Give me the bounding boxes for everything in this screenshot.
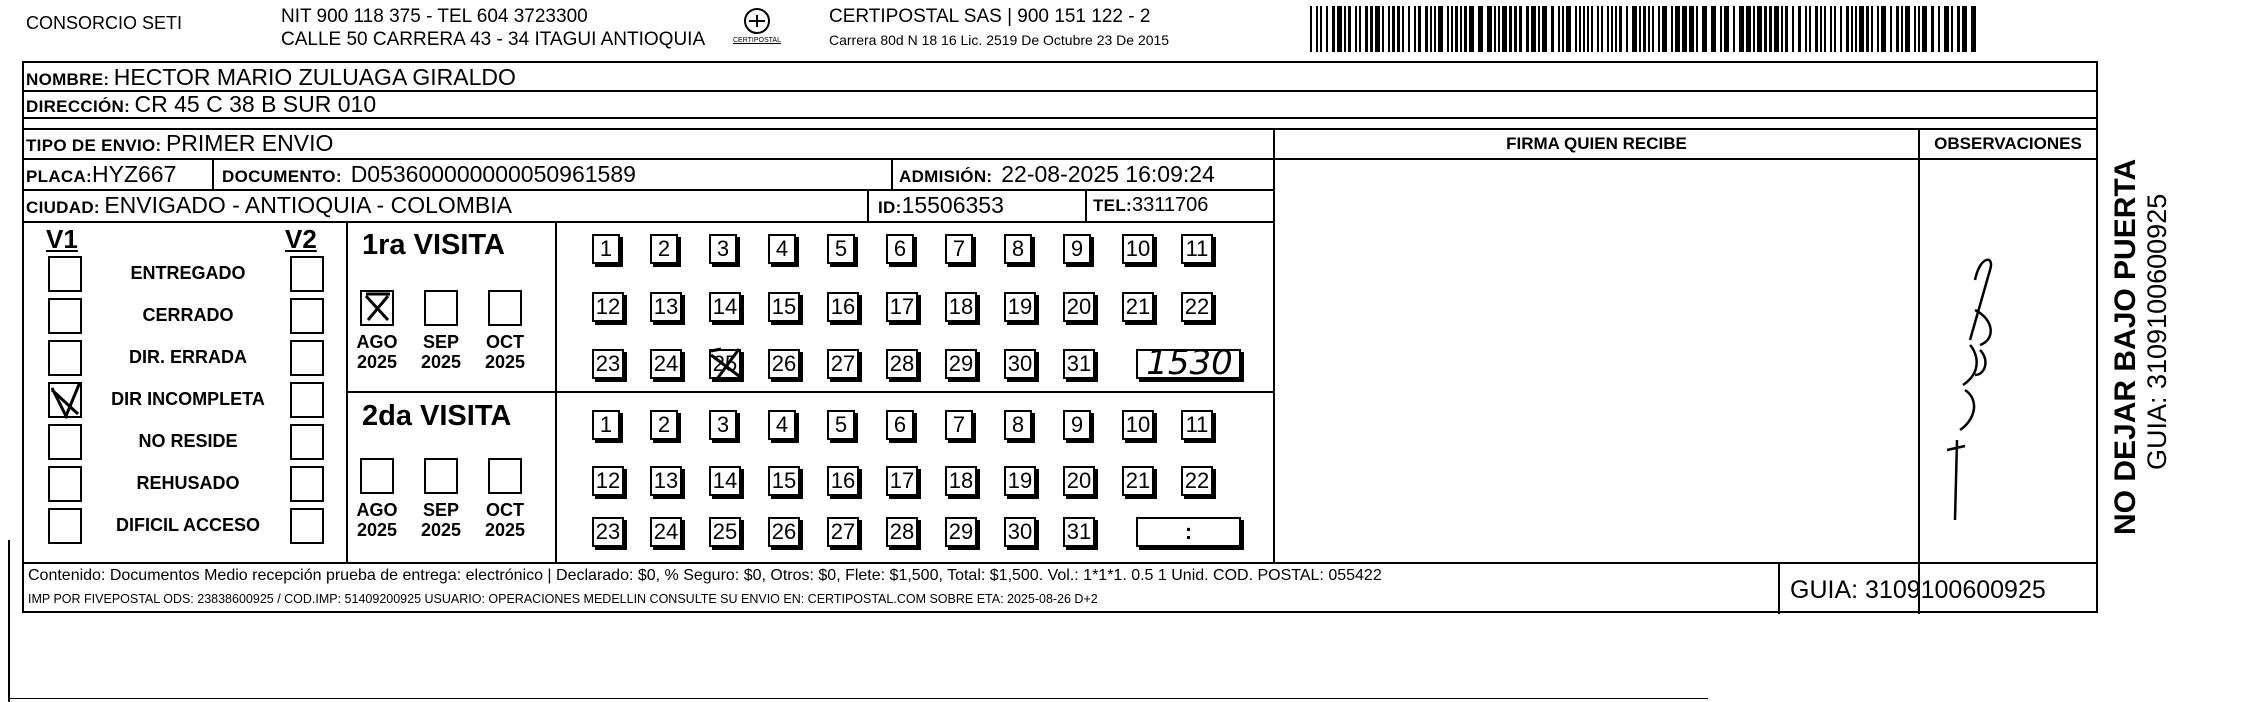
day-checkbox[interactable]: 18 bbox=[945, 466, 977, 496]
nit-line: NIT 900 118 375 - TEL 604 3723300 bbox=[281, 6, 588, 27]
day-checkbox[interactable]: 17 bbox=[886, 292, 918, 322]
tel-label: TEL: bbox=[1093, 196, 1132, 215]
day-checkbox[interactable]: 13 bbox=[650, 292, 682, 322]
tel-value: 3311706 bbox=[1131, 194, 1209, 216]
day-checkbox[interactable]: 7 bbox=[945, 234, 973, 264]
direccion-row bbox=[26, 91, 376, 121]
day-checkbox[interactable]: 26 bbox=[768, 349, 800, 379]
day-checkbox[interactable]: 1 bbox=[592, 234, 620, 264]
certipostal-address: Carrera 80d N 18 16 Lic. 2519 De Octubre 23 De 2015 bbox=[829, 32, 1170, 48]
company-name: CONSORCIO SETI bbox=[26, 13, 183, 33]
month-checkbox[interactable] bbox=[360, 290, 394, 326]
day-checkbox[interactable]: 3 bbox=[709, 234, 737, 264]
day-checkbox[interactable]: 26 bbox=[768, 517, 800, 547]
admision-cell bbox=[899, 159, 1215, 193]
day-checkbox[interactable]: 12 bbox=[592, 292, 624, 322]
status-v2-checkbox[interactable] bbox=[290, 340, 324, 376]
status-label: CERRADO bbox=[142, 305, 234, 325]
documento-value: D053600000000050961589 bbox=[350, 161, 636, 187]
visit2-title: 2da VISITA bbox=[362, 400, 512, 432]
status-v1-checkbox[interactable] bbox=[48, 424, 82, 460]
day-checkbox[interactable]: 10 bbox=[1122, 234, 1154, 264]
direccion-value: CR 45 C 38 B SUR 010 bbox=[134, 91, 377, 117]
tel-cell bbox=[1093, 190, 1208, 222]
nombre-value: HECTOR MARIO ZULUAGA GIRALDO bbox=[113, 64, 516, 90]
documento-label: DOCUMENTO: bbox=[222, 167, 342, 186]
month-year: 2025 bbox=[420, 352, 462, 372]
day-checkbox[interactable]: 7 bbox=[945, 410, 973, 440]
month-year: 2025 bbox=[420, 520, 462, 540]
documento-cell bbox=[222, 159, 636, 193]
day-checkbox[interactable]: 11 bbox=[1181, 234, 1213, 264]
day-checkbox[interactable]: 21 bbox=[1122, 292, 1154, 322]
day-checkbox[interactable]: 24 bbox=[650, 349, 682, 379]
month-name: SEP bbox=[422, 500, 460, 520]
barcode bbox=[1310, 6, 1978, 52]
day-checkbox[interactable]: 13 bbox=[650, 466, 682, 496]
imp-line: IMP POR FIVEPOSTAL ODS: 23838600925 / COD.IMP: 51409200925 USUARIO: OPERACIONES MEDELLIN CONSULTE SU ENVIO EN: CERTIPOSTAL.COM SOBRE ETA: 2025-08-26 D+2 bbox=[28, 592, 1098, 606]
status-v1-checkbox[interactable] bbox=[48, 298, 82, 334]
day-checkbox[interactable]: 1 bbox=[592, 410, 620, 440]
day-checkbox[interactable]: 4 bbox=[768, 410, 796, 440]
day-checkbox[interactable]: 14 bbox=[709, 292, 741, 322]
day-checkbox[interactable]: 25 bbox=[709, 349, 741, 379]
day-checkbox[interactable]: 28 bbox=[886, 349, 918, 379]
day-checkbox[interactable]: 28 bbox=[886, 517, 918, 547]
status-v2-checkbox[interactable] bbox=[290, 508, 324, 544]
day-checkbox[interactable]: 5 bbox=[827, 410, 855, 440]
day-checkbox[interactable]: 22 bbox=[1181, 466, 1213, 496]
day-checkbox[interactable]: 23 bbox=[592, 517, 624, 547]
month-checkbox[interactable] bbox=[424, 458, 458, 494]
ciudad-label: CIUDAD: bbox=[26, 198, 100, 217]
month-checkbox[interactable] bbox=[488, 458, 522, 494]
day-checkbox[interactable]: 12 bbox=[592, 466, 624, 496]
day-checkbox[interactable]: 23 bbox=[592, 349, 624, 379]
status-label: NO RESIDE bbox=[138, 431, 238, 451]
status-v2-checkbox[interactable] bbox=[290, 256, 324, 292]
side-guia: GUIA: 3109100600925 bbox=[2142, 193, 2172, 470]
day-checkbox[interactable]: 11 bbox=[1181, 410, 1213, 440]
status-v2-checkbox[interactable] bbox=[290, 466, 324, 502]
day-checkbox[interactable]: 21 bbox=[1122, 466, 1154, 496]
month-checkbox[interactable] bbox=[360, 458, 394, 494]
day-checkbox[interactable]: 20 bbox=[1063, 292, 1095, 322]
tipo-value: PRIMER ENVIO bbox=[165, 130, 334, 156]
status-v1-checkbox[interactable] bbox=[48, 466, 82, 502]
month-name: OCT bbox=[486, 332, 524, 352]
status-label: DIR INCOMPLETA bbox=[111, 389, 265, 409]
day-checkbox[interactable]: 6 bbox=[886, 410, 914, 440]
month-year: 2025 bbox=[484, 520, 526, 540]
ciudad-value: ENVIGADO - ANTIOQUIA - COLOMBIA bbox=[104, 192, 513, 218]
status-v1-checkbox[interactable] bbox=[48, 382, 82, 418]
month-year: 2025 bbox=[356, 352, 398, 372]
id-label: ID: bbox=[878, 198, 902, 217]
month-checkbox[interactable] bbox=[424, 290, 458, 326]
check-mark-icon bbox=[362, 292, 392, 324]
signature-image bbox=[1935, 250, 2005, 530]
placa-value: HYZ667 bbox=[92, 161, 177, 187]
certipostal-logo bbox=[727, 6, 787, 50]
tipo-row bbox=[26, 129, 333, 161]
day-checkbox[interactable]: 3 bbox=[709, 410, 737, 440]
visit1-time-box bbox=[1136, 349, 1241, 379]
status-v1-checkbox[interactable] bbox=[48, 508, 82, 544]
day-checkbox[interactable]: 10 bbox=[1122, 410, 1154, 440]
status-label: DIR. ERRADA bbox=[128, 347, 247, 367]
day-checkbox[interactable]: 22 bbox=[1181, 292, 1213, 322]
day-checkbox[interactable]: 27 bbox=[827, 517, 859, 547]
observaciones-header: OBSERVACIONES bbox=[1934, 134, 2082, 153]
month-label bbox=[411, 332, 471, 372]
day-checkbox[interactable]: 30 bbox=[1004, 517, 1036, 547]
day-checkbox[interactable]: 15 bbox=[768, 292, 800, 322]
month-name: AGO bbox=[356, 500, 398, 520]
contenido-line: Contenido: Documentos Medio recepción prueba de entrega: electrónico | Declarado: $0, % Seguro: $0, Otros: $0, Flete: $1,500, Total: $1,500. Vol.: 1*1*1. 0.5 1 Unid. COD. POSTAL: 055422 bbox=[28, 567, 1382, 584]
status-v2-checkbox[interactable] bbox=[290, 382, 324, 418]
logo-text: CERTIPOSTAL bbox=[733, 37, 781, 44]
day-checkbox[interactable]: 29 bbox=[945, 349, 977, 379]
day-checkbox[interactable]: 31 bbox=[1063, 349, 1095, 379]
month-year: 2025 bbox=[356, 520, 398, 540]
visit1-title: 1ra VISITA bbox=[362, 229, 505, 261]
check-mark-icon bbox=[709, 347, 749, 389]
placa-label: PLACA: bbox=[26, 167, 93, 186]
id-cell bbox=[878, 190, 1004, 224]
direccion-label: DIRECCIÓN: bbox=[26, 97, 131, 116]
status-label: REHUSADO bbox=[136, 473, 240, 493]
id-value: 15506353 bbox=[901, 192, 1004, 218]
month-name: SEP bbox=[422, 332, 460, 352]
signature bbox=[1935, 250, 2005, 530]
barcode-image bbox=[1310, 6, 1978, 52]
day-checkbox[interactable]: 20 bbox=[1063, 466, 1095, 496]
month-year: 2025 bbox=[484, 352, 526, 372]
day-checkbox[interactable]: 25 bbox=[709, 517, 741, 547]
status-v2-checkbox[interactable] bbox=[290, 424, 324, 460]
side-warning: NO DEJAR BAJO PUERTA bbox=[2109, 158, 2142, 535]
day-checkbox[interactable]: 18 bbox=[945, 292, 977, 322]
day-checkbox[interactable]: 9 bbox=[1063, 234, 1091, 264]
day-checkbox[interactable]: 16 bbox=[827, 466, 859, 496]
nombre-label: NOMBRE: bbox=[26, 70, 110, 89]
month-label bbox=[475, 332, 535, 372]
tipo-label: TIPO DE ENVIO: bbox=[26, 136, 162, 155]
day-checkbox[interactable]: 6 bbox=[886, 234, 914, 264]
check-mark-icon bbox=[50, 384, 84, 420]
status-v1-checkbox[interactable] bbox=[48, 256, 82, 292]
day-checkbox[interactable]: 31 bbox=[1063, 517, 1095, 547]
ciudad-cell bbox=[26, 190, 512, 224]
status-label: ENTREGADO bbox=[130, 263, 246, 283]
day-checkbox[interactable]: 17 bbox=[886, 466, 918, 496]
footer-guia: GUIA: 3109100600925 bbox=[1790, 576, 2046, 604]
certipostal-line: CERTIPOSTAL SAS | 900 151 122 - 2 bbox=[829, 6, 1151, 27]
day-checkbox[interactable]: 24 bbox=[650, 517, 682, 547]
status-label: DIFICIL ACCESO bbox=[115, 515, 260, 535]
admision-value: 22-08-2025 16:09:24 bbox=[1001, 161, 1215, 187]
firma-header: FIRMA QUIEN RECIBE bbox=[1506, 134, 1687, 153]
month-name: OCT bbox=[486, 500, 524, 520]
status-v1-checkbox[interactable] bbox=[48, 340, 82, 376]
day-checkbox[interactable]: 8 bbox=[1004, 234, 1032, 264]
day-checkbox[interactable]: 19 bbox=[1004, 466, 1036, 496]
status-v2-checkbox[interactable] bbox=[290, 298, 324, 334]
day-checkbox[interactable]: 16 bbox=[827, 292, 859, 322]
day-checkbox[interactable]: 2 bbox=[650, 410, 678, 440]
day-checkbox[interactable]: 19 bbox=[1004, 292, 1036, 322]
day-checkbox[interactable]: 30 bbox=[1004, 349, 1036, 379]
admision-label: ADMISIÓN: bbox=[899, 167, 993, 186]
month-label bbox=[347, 332, 407, 372]
day-checkbox[interactable]: 5 bbox=[827, 234, 855, 264]
month-label bbox=[475, 500, 535, 540]
v1-label: V1 bbox=[46, 224, 78, 254]
month-label bbox=[411, 500, 471, 540]
day-checkbox[interactable]: 4 bbox=[768, 234, 796, 264]
month-name: AGO bbox=[356, 332, 398, 352]
visit1-time: 1530 bbox=[1146, 343, 1233, 383]
day-checkbox[interactable]: 8 bbox=[1004, 410, 1032, 440]
visit2-time-box: : bbox=[1136, 517, 1241, 547]
v2-label: V2 bbox=[285, 224, 317, 254]
day-checkbox[interactable]: 14 bbox=[709, 466, 741, 496]
month-label bbox=[347, 500, 407, 540]
month-checkbox[interactable] bbox=[488, 290, 522, 326]
address-line: CALLE 50 CARRERA 43 - 34 ITAGUI ANTIOQUIA bbox=[281, 29, 706, 50]
day-checkbox[interactable]: 2 bbox=[650, 234, 678, 264]
placa-cell bbox=[26, 159, 176, 193]
day-checkbox[interactable]: 9 bbox=[1063, 410, 1091, 440]
day-checkbox[interactable]: 27 bbox=[827, 349, 859, 379]
day-checkbox[interactable]: 29 bbox=[945, 517, 977, 547]
day-checkbox[interactable]: 15 bbox=[768, 466, 800, 496]
